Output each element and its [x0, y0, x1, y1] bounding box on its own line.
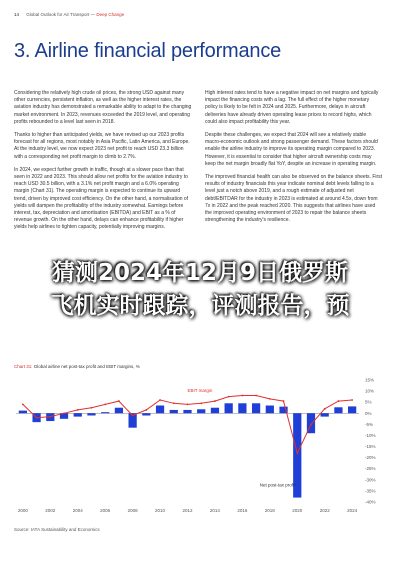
section-title: 3. Airline financial performance: [14, 40, 282, 62]
net-profit-bar: [87, 413, 95, 415]
overlay-headline-line2: 飞机实时跟踪，评测报告，预: [50, 293, 350, 319]
y-tick-label: -35%: [365, 488, 376, 494]
x-tick-label: 2004: [72, 508, 83, 513]
ebit-margin-point: [269, 398, 271, 400]
ebit-margin-point: [283, 400, 285, 402]
net-profit-bar: [211, 408, 219, 414]
ebit-margin-point: [310, 423, 312, 425]
x-tick-label: 2002: [45, 508, 56, 513]
profit-margin-chart: [14, 374, 386, 524]
ebit-margin-annotation: EBIT margin: [187, 388, 213, 394]
ebit-margin-point: [104, 404, 106, 406]
ebit-margin-point: [132, 415, 134, 417]
ebit-margin-point: [145, 409, 147, 411]
x-tick-label: 2020: [292, 508, 303, 513]
net-profit-bar: [197, 409, 205, 413]
y-tick-label: 10%: [365, 388, 375, 394]
x-tick-label: 2014: [209, 508, 220, 513]
net-profit-bar: [170, 410, 178, 413]
net-profit-bar: [225, 403, 233, 413]
x-tick-label: 2018: [264, 508, 275, 513]
x-tick-label: 2000: [17, 508, 28, 513]
ebit-margin-point: [49, 416, 51, 418]
net-profit-bar: [19, 411, 27, 414]
report-subtitle: Deep Change: [96, 12, 125, 17]
net-profit-bar: [321, 413, 329, 416]
x-tick-label: 2006: [100, 508, 111, 513]
y-tick-label: -30%: [365, 477, 376, 483]
report-title: Global Outlook for Air Transport —: [26, 12, 96, 17]
net-profit-bar: [238, 403, 246, 413]
net-profit-bar: [252, 403, 260, 413]
ebit-margin-point: [36, 417, 38, 419]
chart-title: [14, 364, 140, 369]
net-profit-bar: [183, 410, 191, 413]
ebit-margin-point: [214, 400, 216, 402]
paragraph: In 2024, we expect further growth in traffic, though at a slower pace than that seen in 2022 and 2023. This should allow net profits for the aviation industry to reach USD 30.5 billion, with a 3.1% net profit margin and a 6.0% operating margin (Chart 31). The operating margin is expected to continue its upward trend, driven by improved cost efficiency. On the other hand, a normalisation of yields will dampen the profitability of the industry somewhat. Earnings before interest, tax, depreciation and amortisation (EBITDA) and EBIT as a % of revenue growth. On the other hand, delays can enhance profitability if higher yields help airlines to tighten capacity, potentially improving margins.: [14, 166, 189, 231]
net-profit-bar: [101, 412, 109, 413]
y-tick-label: -5%: [365, 421, 374, 427]
ebit-margin-point: [338, 400, 340, 402]
paragraph: High interest rates tend to have a negative impact on net margins and typically impact the financing costs with a lag. The full effect of the higher monetary policy is likely to be felt in 2024 and 2025. Furthermore, delays in aircraft deliveries have already driven operating lease prices to record highs, which could also impact profitability this year.: [205, 90, 379, 125]
x-tick-label: 2016: [237, 508, 248, 513]
y-tick-label: -10%: [365, 432, 376, 438]
y-tick-label: 0%: [365, 410, 372, 416]
ebit-margin-point: [296, 452, 298, 454]
net-profit-bar: [115, 408, 123, 414]
page-header: [14, 12, 124, 17]
ebit-margin-point: [77, 409, 79, 411]
y-tick-label: -40%: [365, 499, 376, 505]
x-tick-label: 2024: [347, 508, 358, 513]
x-tick-label: 2012: [182, 508, 193, 513]
ebit-margin-point: [173, 402, 175, 404]
chart-source: Source: IATA Sustainability and Economics: [14, 527, 100, 532]
net-profit-bar: [334, 407, 342, 413]
ebit-margin-point: [22, 404, 24, 406]
ebit-margin-point: [63, 412, 65, 414]
ebit-margin-point: [324, 408, 326, 410]
paragraph: Considering the relatively high crude oil prices, the strong USD against many other currencies, persistent inflation, as well as the higher interest rates, the aviation industry has demonstrated a remarkable ability to adapt to the changing market environment. In 2023, revenues exceeded the 2019 level, and operating profits rebounded to a level last seen in 2018.: [14, 90, 192, 125]
y-tick-label: 15%: [365, 377, 375, 383]
page-number: 14: [14, 12, 20, 17]
x-tick-label: 2008: [127, 508, 138, 513]
y-tick-label: -15%: [365, 444, 376, 450]
net-profit-bar: [348, 406, 356, 413]
ebit-margin-point: [187, 404, 189, 406]
ebit-margin-point: [200, 402, 202, 404]
overlay-headline-line1: 猜测2024年12月9日俄罗斯: [51, 260, 349, 286]
right-column: [205, 90, 383, 230]
y-tick-label: -20%: [365, 455, 376, 461]
x-tick-label: 2022: [319, 508, 330, 513]
paragraph: Thanks to higher than anticipated yields, we have revised up our 2023 profits forecast for all regions, most notably in Asia Pacific, Latin America, and Europe. At the industry level, we now expect 2023 net profit to reach USD 23.3 billion with a corresponding net profit margin to climb to 2.7%.: [14, 132, 190, 160]
x-tick-label: 2010: [155, 508, 166, 513]
ebit-margin-point: [118, 400, 120, 402]
y-tick-label: -25%: [365, 466, 376, 472]
y-tick-label: 5%: [365, 399, 372, 405]
ebit-margin-point: [241, 395, 243, 397]
chart-title-text: Global airline net post-tax profit and EBIT margins, %: [33, 364, 140, 369]
ebit-margin-point: [91, 407, 93, 409]
ebit-margin-point: [228, 396, 230, 398]
net-profit-bar: [266, 406, 274, 414]
net-profit-annotation: Net post-tax profit: [259, 482, 296, 488]
ebit-margin-point: [255, 395, 257, 397]
ebit-margin-point: [159, 399, 161, 401]
ebit-margin-point: [351, 399, 353, 401]
paragraph: The improved financial health can also be observed on the balance sheets. First results of industry financials this year indicate nominal debt levels falling to a level just a notch above 2019, and a rough estimate of adjusted net debt/EBITDAR for the industry in 2023 is estimated at around 4.5x, down from 7x in 2022 and the peak reached 2020. This suggests that airlines have used the improved operating environment of 2023 to repair the balance sheets strengthening the industry's resilience.: [205, 174, 383, 224]
chart-label: Chart 31:: [14, 364, 33, 369]
paragraph: Despite these challenges, we expect that 2024 will see a relatively stable macro-economic outlook and strong passenger demand. These factors should enable the airline industry to improve its operating margin compared to 2023. However, it is essential to consider that higher aircraft ownership costs may keep the net margin broadly flat YoY, despite an increase in operating margin.: [205, 132, 378, 167]
net-profit-bar: [142, 413, 150, 415]
net-profit-bar: [74, 413, 82, 416]
left-column: [14, 90, 192, 238]
net-profit-bar: [156, 406, 164, 414]
